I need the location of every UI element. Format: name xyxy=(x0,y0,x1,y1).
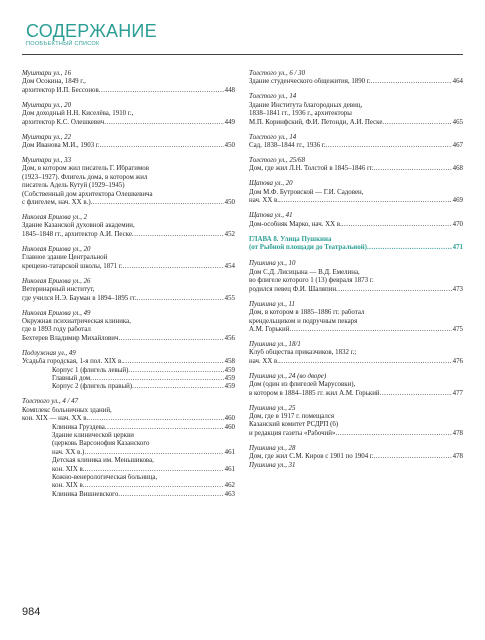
entry-text: Корпус 2 (флигель правый) xyxy=(52,383,133,391)
page-ref: 459 xyxy=(224,374,235,382)
page-ref: 459 xyxy=(224,383,235,391)
description-line xyxy=(22,367,235,375)
address-line: Николая Ершова ул., 20 xyxy=(22,245,91,253)
entry-text: родился певец Ф.И. Шаляпин xyxy=(249,285,337,293)
description-line: Дом доходный Н.Н. Киселёва, 1910 г., xyxy=(22,110,134,118)
dot-leader xyxy=(88,415,223,423)
address-line: Толстого ул., 14 xyxy=(249,133,297,141)
toc-entry xyxy=(22,157,235,207)
page-ref: 460 xyxy=(224,423,235,431)
dot-leader xyxy=(123,263,224,271)
dot-leader xyxy=(335,430,451,438)
page-ref: 464 xyxy=(452,78,463,86)
dot-leader xyxy=(128,367,223,375)
description-line: Казанский комитет РСДРП (б) xyxy=(249,421,339,429)
description-line xyxy=(249,326,463,334)
entry-text: Дом Иванова М.И., 1903 г. xyxy=(22,142,100,150)
dot-leader xyxy=(382,119,451,127)
description-line xyxy=(22,231,235,239)
page-ref: 468 xyxy=(452,165,463,173)
entry-text: А.М. Горький xyxy=(249,325,290,333)
description-line xyxy=(249,453,463,461)
description-line xyxy=(249,119,463,127)
description-line: Главное здание Центральной xyxy=(22,254,108,262)
address-line: Пушкина ул., 10 xyxy=(249,260,296,268)
page-ref: 450 xyxy=(224,142,235,150)
description-line xyxy=(249,165,463,173)
address-line: Муштари ул., 22 xyxy=(22,133,72,141)
entry-text: Усадьба городская, 1-я пол. XIX в. xyxy=(22,358,123,366)
page-ref: 449 xyxy=(224,118,235,126)
entry-text: Дом, где жил С.М. Киров с 1901 по 1904 г. xyxy=(249,453,374,461)
address-line: Толстого ул., 25/68 xyxy=(249,157,306,165)
description-line: крендельщиком и подручным пекаря xyxy=(249,317,358,325)
page-ref: 461 xyxy=(224,465,235,473)
entry-text: Дом-особняк Марко, нач. XX в. xyxy=(249,220,342,228)
header-divider xyxy=(22,54,463,55)
page-title: СОДЕРЖАНИЕ xyxy=(26,21,157,41)
dot-leader xyxy=(99,87,224,95)
address-line: Толстого ул., 6 / 30 xyxy=(249,70,306,77)
toc-entry xyxy=(249,157,463,174)
description-line xyxy=(249,197,463,205)
description-line xyxy=(22,199,235,207)
description-line: где в 1893 году работал xyxy=(22,326,91,334)
address-line: Пушкина ул., 31 xyxy=(249,461,296,469)
entry-text: Дом, где жил Л.Н. Толстой в 1845–1846 гг. xyxy=(249,165,374,173)
page-header xyxy=(26,22,466,48)
description-line xyxy=(22,263,235,271)
description-line xyxy=(22,375,235,383)
address-line: Пушкина ул., 28 xyxy=(249,444,296,452)
description-line xyxy=(22,466,235,474)
dot-leader xyxy=(104,119,223,127)
dot-leader xyxy=(279,358,452,366)
description-line xyxy=(22,87,235,95)
toc-entry xyxy=(22,134,235,151)
dot-leader xyxy=(85,482,224,490)
page-ref: 458 xyxy=(224,358,235,366)
toc-right-column xyxy=(249,70,463,477)
entry-text: в котором в 1884–1885 гг. жил А.М. Горький xyxy=(249,389,380,397)
description-line: Дом М.Ф. Бутровской — Г.И. Садовен, xyxy=(249,188,364,196)
description-line: Детская клиника им. Меньшикова, xyxy=(52,457,154,465)
dot-leader xyxy=(137,295,224,303)
description-line: Здание клинической церкви xyxy=(52,431,134,439)
description-line xyxy=(22,424,235,432)
address-line: Пушкина ул., 18/1 xyxy=(249,340,301,348)
address-line: Толстого ул., 4 / 47 xyxy=(22,398,79,406)
page-ref: 460 xyxy=(224,415,235,423)
description-line xyxy=(249,78,463,86)
page-ref: 477 xyxy=(452,389,463,397)
description-line xyxy=(249,221,463,229)
dot-leader xyxy=(118,335,223,343)
description-line: Кожно-венерологическая больница, xyxy=(52,474,158,481)
page-number: 984 xyxy=(22,606,41,618)
description-line: Дом, где в 1917 г. помещался xyxy=(249,412,335,420)
dot-leader xyxy=(132,383,224,391)
description-line: Здание Казанской духовной академии, xyxy=(22,222,135,230)
page-ref: 471 xyxy=(452,244,463,252)
description-line xyxy=(22,491,235,499)
dot-leader xyxy=(84,449,223,457)
description-line: писатель Адель Кутуй (1929–1945) xyxy=(22,182,125,190)
address-line: Пушкина ул., 24 (во дворе) xyxy=(249,372,327,380)
description-line xyxy=(22,142,235,150)
description-line xyxy=(22,358,235,366)
page-ref: 455 xyxy=(224,294,235,302)
entry-text: архитектор К.С. Олешкевич xyxy=(22,118,105,126)
description-line xyxy=(22,383,235,391)
description-line: (1923–1927). Флигель дома, в котором жил xyxy=(22,173,148,181)
address-line: Подлужная ул., 49 xyxy=(22,349,76,357)
toc-entry xyxy=(22,70,235,95)
entry-text: Клиника Вишневского xyxy=(52,490,119,498)
entry-text: где учился Н.Э. Бауман в 1894–1895 гг. xyxy=(22,294,137,302)
page-ref: 463 xyxy=(224,490,235,498)
description-line xyxy=(22,119,235,127)
chapter-title-line: ГЛАВА 8. Улица Пушкина xyxy=(249,235,332,243)
dot-leader xyxy=(326,142,452,150)
description-line: Клуб общества приказчиков, 1832 г.; xyxy=(249,349,357,357)
description-line xyxy=(22,295,235,303)
address-line: Муштари ул., 20 xyxy=(22,101,72,109)
page-ref: 452 xyxy=(224,230,235,238)
entry-text: Здание студенческого общежития, 1890 г. xyxy=(249,78,371,86)
toc-entry xyxy=(249,341,463,366)
dot-leader xyxy=(380,390,452,398)
dot-leader xyxy=(371,78,452,86)
page-ref: 462 xyxy=(224,482,235,490)
dot-leader xyxy=(91,199,224,207)
address-line: Щапова ул., 41 xyxy=(249,212,293,220)
page-ref: 470 xyxy=(452,220,463,228)
toc-entry xyxy=(249,134,463,151)
entry-text: крещено-татарской школы, 1871 г. xyxy=(22,262,123,270)
page-ref: 465 xyxy=(452,118,463,126)
entry-text: Корпус 1 (флигель левый) xyxy=(52,366,129,374)
address-line: Пушкина ул., 25 xyxy=(249,404,296,412)
toc-entry xyxy=(22,278,235,303)
address-line: Николая Ершова ул., 26 xyxy=(22,277,91,285)
entry-text: кон. XIX — нач. XX в. xyxy=(22,415,89,423)
entry-text: Главный дом xyxy=(52,374,91,382)
toc-left-column xyxy=(22,70,235,506)
entry-text: Клиника Груздева xyxy=(52,423,105,431)
address-line: Николая Ершова ул., 2 xyxy=(22,214,88,222)
description-line xyxy=(249,430,463,438)
entry-text: кон. XIX в. xyxy=(52,465,85,473)
dot-leader xyxy=(118,491,223,499)
description-line: (Собственный дом архитектора Олешкевича xyxy=(22,190,153,198)
page-ref: 473 xyxy=(452,285,463,293)
description-line: Дом, в котором в 1885–1886 гг. работал xyxy=(249,309,365,317)
page-ref: 476 xyxy=(452,357,463,365)
address-line: Пушкина ул., 11 xyxy=(249,300,295,308)
toc-entry xyxy=(249,93,463,127)
dot-leader xyxy=(100,142,224,150)
toc-entry xyxy=(22,310,235,344)
dot-leader xyxy=(367,244,452,252)
dot-leader xyxy=(85,466,224,474)
toc-entry xyxy=(249,180,463,205)
description-line xyxy=(22,449,235,457)
entry-text: М.П. Коринфский, Ф.И. Петонди, А.И. Песке xyxy=(249,118,383,126)
toc-entry xyxy=(249,373,463,398)
toc-entry xyxy=(22,246,235,271)
description-line xyxy=(249,358,463,366)
page-ref: 475 xyxy=(452,325,463,333)
page-ref: 469 xyxy=(452,197,463,205)
page-ref: 448 xyxy=(224,86,235,94)
description-line xyxy=(249,286,463,294)
dot-leader xyxy=(289,326,451,334)
toc-entry xyxy=(249,212,463,229)
toc-entry xyxy=(249,70,463,87)
toc-entry xyxy=(22,214,235,239)
entry-text: Сад, 1838–1844 гг., 1936 г. xyxy=(249,142,326,150)
description-line: Здание Института благородных девиц, xyxy=(249,101,363,109)
chapter-heading xyxy=(249,236,463,253)
page-ref: 450 xyxy=(224,199,235,207)
entry-text: Бехтерев Владимир Михайлович xyxy=(22,334,119,342)
description-line: 1838–1841 гг., 1936 г., архитекторы xyxy=(249,110,352,118)
toc-entry xyxy=(249,260,463,294)
description-line: Ветеринарный институт, xyxy=(22,286,95,294)
page-ref: 478 xyxy=(452,429,463,437)
description-line: Дом, в котором жил писатель Г. Ибрагимов xyxy=(22,165,149,173)
toc-entry xyxy=(22,398,235,499)
page-ref: 454 xyxy=(224,262,235,270)
description-line: Дом С.Д. Лисицына — В.Д. Емелина, xyxy=(249,268,360,276)
dot-leader xyxy=(90,375,224,383)
toc-entry xyxy=(249,301,463,335)
description-line xyxy=(249,142,463,150)
description-line xyxy=(22,415,235,423)
address-line: Николая Ершова ул., 49 xyxy=(22,309,91,317)
toc-entry xyxy=(22,102,235,127)
address-line: Муштари ул., 16 xyxy=(22,70,72,77)
description-line: Дом Осокина, 1849 г., xyxy=(22,78,86,86)
dot-leader xyxy=(374,453,452,461)
dot-leader xyxy=(123,358,224,366)
description-line: Комплекс больничных зданий, xyxy=(22,406,112,414)
entry-text: архитектор И.П. Бессонов xyxy=(22,86,99,94)
dot-leader xyxy=(105,424,224,432)
chapter-title-line xyxy=(249,244,463,252)
description-line xyxy=(22,335,235,343)
entry-text: нач. XX в.) xyxy=(52,448,85,456)
entry-text: нач. XX в. xyxy=(249,357,280,365)
address-line: Щапова ул., 20 xyxy=(249,180,293,188)
toc-entry xyxy=(249,445,463,470)
page-ref: 456 xyxy=(224,334,235,342)
toc-entry xyxy=(22,350,235,392)
dot-leader xyxy=(342,221,452,229)
address-line: Муштари ул., 33 xyxy=(22,157,72,165)
description-line: Окружная психиатрическая клиника, xyxy=(22,317,131,325)
entry-text: нач. XX в. xyxy=(249,197,280,205)
dot-leader xyxy=(336,286,452,294)
page-ref: 459 xyxy=(224,366,235,374)
dot-leader xyxy=(374,165,452,173)
page-subtitle: ПООБЪЕКТНЫЙ СПИСОК xyxy=(26,41,100,47)
description-line xyxy=(249,390,463,398)
dot-leader xyxy=(279,197,452,205)
page-ref: 467 xyxy=(452,142,463,150)
description-line: (церковь Варсонофия Казанского xyxy=(52,440,150,448)
entry-text: 1845–1848 гг., архитектор А.И. Песке xyxy=(22,230,132,238)
dot-leader xyxy=(132,231,224,239)
page-ref: 478 xyxy=(452,453,463,461)
description-line: во флигеле которого 1 (13) февраля 1873 г. xyxy=(249,277,374,285)
description-line: Дом (один из флигелей Марусовки), xyxy=(249,381,356,389)
page-ref: 461 xyxy=(224,448,235,456)
entry-text: кон. XIX в. xyxy=(52,482,85,490)
description-line xyxy=(22,482,235,490)
entry-text: (от Рыбной площади до Театральной) xyxy=(249,244,367,252)
entry-text: с флигелем, нач. XX в.) xyxy=(22,199,91,207)
address-line: Толстого ул., 14 xyxy=(249,93,297,101)
entry-text: и редакция газеты «Рабочий» xyxy=(249,429,336,437)
toc-entry xyxy=(249,405,463,439)
